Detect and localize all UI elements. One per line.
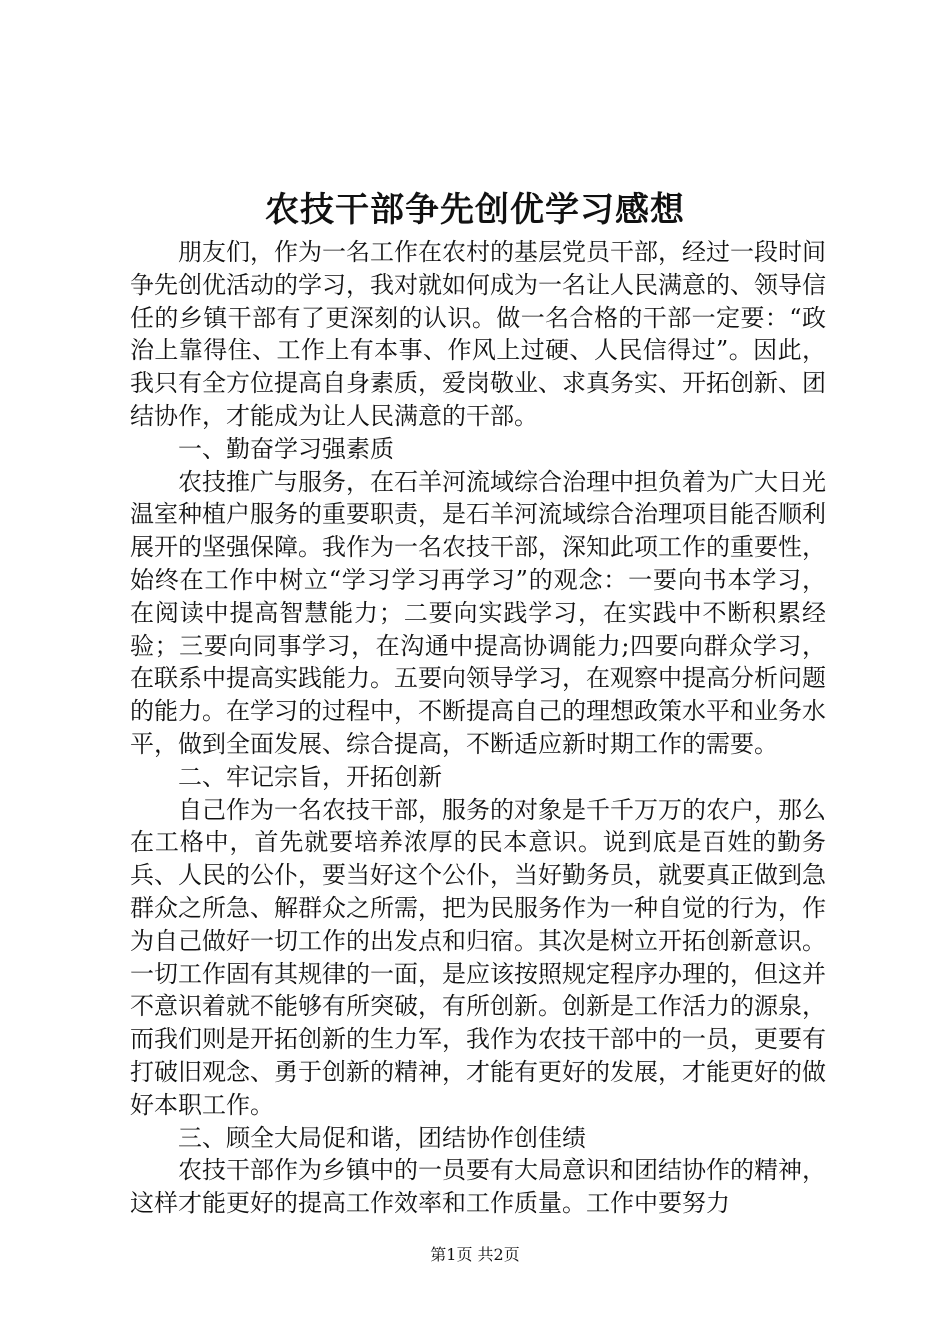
paragraph-section-1: 农技推广与服务，在石羊河流域综合治理中担负着为广大日光温室种植户服务的重要职责，是石羊河流域综合治理项目能否顺利展开的坚强保障。我作为一名农技干部，深知此项工作的重要性，始终在工作中树立“学习学习再学习”的观念：一要向书本学习，在阅读中提高智慧能力；二要向实践学习，在实践中不断积累经验；三要向同事学习，在沟通中提高协调能力;四要向群众学习，在联系中提高实践能力。五要向领导学习，在观察中提高分析问题的能力。在学习的过程中，不断提高自己的理想政策水平和业务水平，做到全面发展、综合提高，不断适应新时期工作的需要。: [130, 467, 826, 758]
section-heading-2: 二、牢记宗旨，开拓创新: [178, 762, 442, 791]
page-footer: 第1页 共2页: [430, 1245, 520, 1264]
document-body: [130, 236, 826, 1220]
section-heading-3: 三、顾全大局促和谐，团结协作创佳绩: [178, 1123, 586, 1152]
paragraph-section-3: 农技干部作为乡镇中的一员要有大局意识和团结协作的精神，这样才能更好的提高工作效率和工作质量。工作中要努力: [130, 1156, 826, 1218]
document-title: 农技干部争先创优学习感想: [265, 190, 685, 230]
paragraph-section-2: 自己作为一名农技干部，服务的对象是千千万万的农户，那么在工格中，首先就要培养浓厚的民本意识。说到底是百姓的勤务兵、人民的公仆，要当好这个公仆，当好勤务员，就要真正做到急群众之所急、解群众之所需，把为民服务作为一种自觉的行为，作为自己做好一切工作的出发点和归宿。其次是树立开拓创新意识。一切工作固有其规律的一面，是应该按照规定程序办理的，但这并不意识着就不能够有所突破，有所创新。创新是工作活力的源泉，而我们则是开拓创新的生力军，我作为农技干部中的一员，更要有打破旧观念、勇于创新的精神，才能有更好的发展，才能更好的做好本职工作。: [130, 795, 826, 1119]
paragraph-intro: 朋友们，作为一名工作在农村的基层党员干部，经过一段时间争先创优活动的学习，我对就如何成为一名让人民满意的、领导信任的乡镇干部有了更深刻的认识。做一名合格的干部一定要：“政治上靠得住、工作上有本事、作风上过硬、人民信得过”。因此，我只有全方位提高自身素质，爱岗敬业、求真务实、开拓创新、团结协作，才能成为让人民满意的干部。: [130, 238, 826, 430]
section-heading-1: 一、勤奋学习强素质: [178, 434, 394, 463]
